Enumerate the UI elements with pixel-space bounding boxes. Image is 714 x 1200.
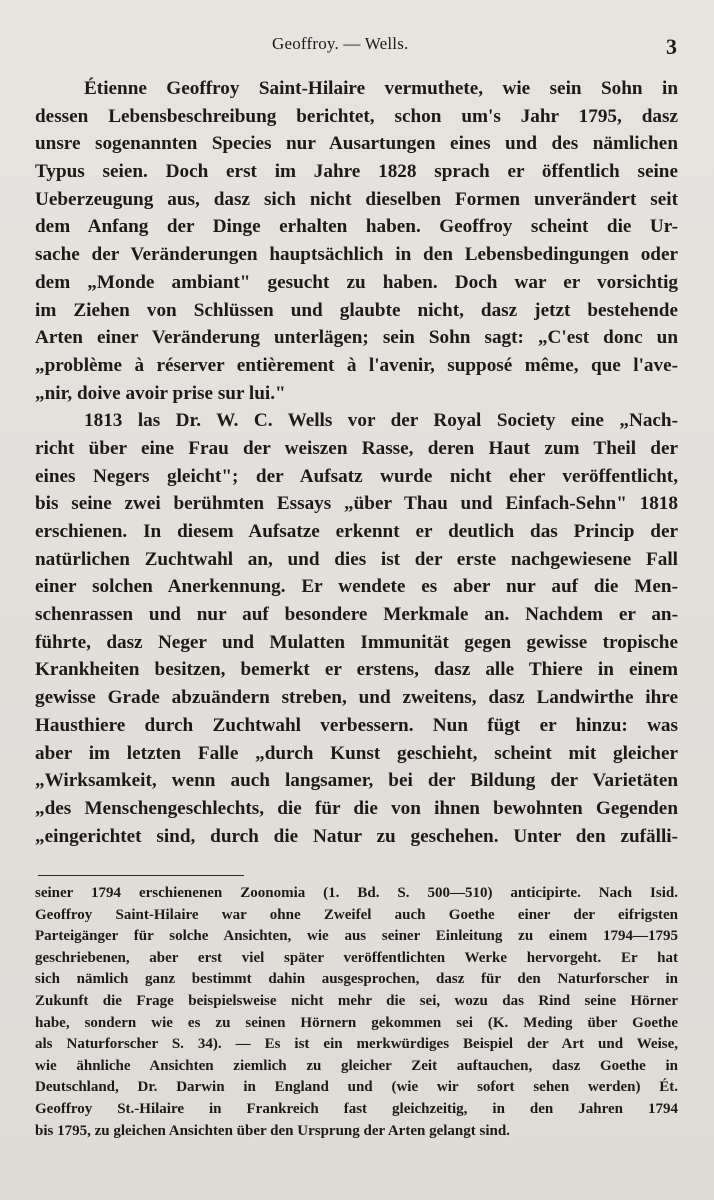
text-line: führte, dasz Neger und Mulatten Immunität gegen gewisse tropische	[35, 631, 678, 653]
text-line: 1813 las Dr. W. C. Wells vor der Royal Society eine „Nach-	[84, 410, 678, 432]
text-line: „problème à réserver entièrement à l'avenir, supposé même, que l'ave-	[35, 354, 678, 376]
text-line: „nir, doive avoir prise sur lui."	[35, 382, 286, 404]
text-line: erschienen. In diesem Aufsatze erkennt er deutlich das Princip der	[35, 521, 678, 542]
text-line: im Ziehen von Schlüssen und glaubte nicht, dasz jetzt bestehende	[35, 299, 678, 321]
text-line: Étienne Geoffroy Saint-Hilaire vermuthete, wie sein Sohn in	[84, 78, 678, 99]
text-line: eines Negers gleicht"; der Aufsatz wurde nicht eher veröffentlicht,	[35, 465, 678, 487]
page-header	[0, 31, 714, 61]
text-line: unsre sogenannten Species nur Ausartungen eines und des nämlichen	[35, 133, 678, 155]
footnote-line: Zukunft die Frage beispielsweise nicht mehr die sei, wozu das Rind seine Hörner	[35, 992, 678, 1009]
text-line: dessen Lebensbeschreibung berichtet, schon um's Jahr 1795, dasz	[35, 105, 678, 127]
text-line: Ueberzeugung aus, dasz sich nicht dieselben Formen unverändert seit	[35, 188, 678, 210]
footnote-line: Geoffroy Saint-Hilaire war ohne Zweifel auch Goethe einer der eifrigsten	[35, 906, 678, 923]
footnote-line: sich nämlich ganz bestimmt dahin ausgesprochen, dasz für den Naturforscher in	[35, 971, 678, 988]
text-line: „des Menschengeschlechts, die für die von ihnen bewohnten Gegenden	[35, 797, 678, 819]
text-line: bis seine zwei berühmten Essays „über Thau und Einfach-Sehn" 1818	[35, 493, 678, 515]
text-line: aber im letzten Falle „durch Kunst geschieht, scheint mit gleicher	[35, 742, 678, 764]
footnote-line: wie ähnliche Ansichten ziemlich zu gleicher Zeit auftauchen, dasz Goethe in	[35, 1057, 678, 1074]
footnote-line: Deutschland, Dr. Darwin in England und (wie wir sofort sehen werden) Ét.	[35, 1079, 678, 1096]
text-line: gewisse Grade abzuändern streben, und zweitens, dasz Landwirthe ihre	[35, 687, 678, 709]
footnote-line: habe, sondern wie es zu seinen Hörnern gekommen sei (K. Meding über Goethe	[35, 1014, 678, 1031]
footnote-divider	[38, 875, 244, 876]
footnote-line: geschriebenen, aber erst viel später veröffentlichten Werke hervorgeht. Er hat	[35, 949, 678, 966]
text-line: sache der Veränderungen hauptsächlich in den Lebensbedingungen oder	[35, 244, 678, 266]
footnote-line: Geoffroy St.-Hilaire in Frankreich fast gleichzeitig, in den Jahren 1794	[35, 1100, 678, 1117]
text-line: schenrassen und nur auf besondere Merkmale an. Nachdem er an-	[35, 604, 678, 626]
text-line: Typus seien. Doch erst im Jahre 1828 sprach er öffentlich seine	[35, 161, 678, 183]
text-line: „Wirksamkeit, wenn auch langsamer, bei der Bildung der Varietäten	[35, 770, 678, 792]
main-text	[35, 75, 678, 850]
footnote-line: als Naturforscher S. 34). — Es ist ein merkwürdiges Beispiel der Art und Weise,	[35, 1036, 678, 1053]
footnote-line: Parteigänger für solche Ansichten, wie aus seiner Einleitung zu einem 1794—1795	[35, 928, 678, 945]
text-line: Arten einer Veränderung unterlägen; sein Sohn sagt: „C'est donc un	[35, 327, 678, 349]
footnote-line: seiner 1794 erschienenen Zoonomia (1. Bd. S. 500—510) anticipirte. Nach Isid.	[35, 885, 678, 901]
text-line: einer solchen Anerkennung. Er wendete es aber nur auf die Men-	[35, 576, 678, 598]
text-line: dem „Monde ambiant" gesucht zu haben. Doch war er vorsichtig	[35, 271, 678, 293]
text-line: „eingerichtet sind, durch die Natur zu geschehen. Unter den zufälli-	[35, 825, 678, 847]
running-title: Geoffroy. — Wells.	[272, 34, 409, 53]
text-line: richt über eine Frau der weiszen Rasse, deren Haut zum Theil der	[35, 437, 678, 459]
footnote	[35, 883, 678, 1142]
text-line: dem Anfang der Dinge erhalten haben. Geoffroy scheint die Ur-	[35, 216, 678, 238]
page-number: 3	[666, 34, 677, 59]
footnote-line: bis 1795, zu gleichen Ansichten über den Ursprung der Arten gelangt sind.	[35, 1122, 510, 1139]
text-line: natürlichen Zuchtwahl an, und dies ist der erste nachgewiesene Fall	[35, 548, 678, 570]
text-line: Krankheiten besitzen, bemerkt er erstens, dasz alle Thiere in einem	[35, 659, 678, 681]
text-line: Hausthiere durch Zuchtwahl verbessern. Nun fügt er hinzu: was	[35, 714, 678, 736]
